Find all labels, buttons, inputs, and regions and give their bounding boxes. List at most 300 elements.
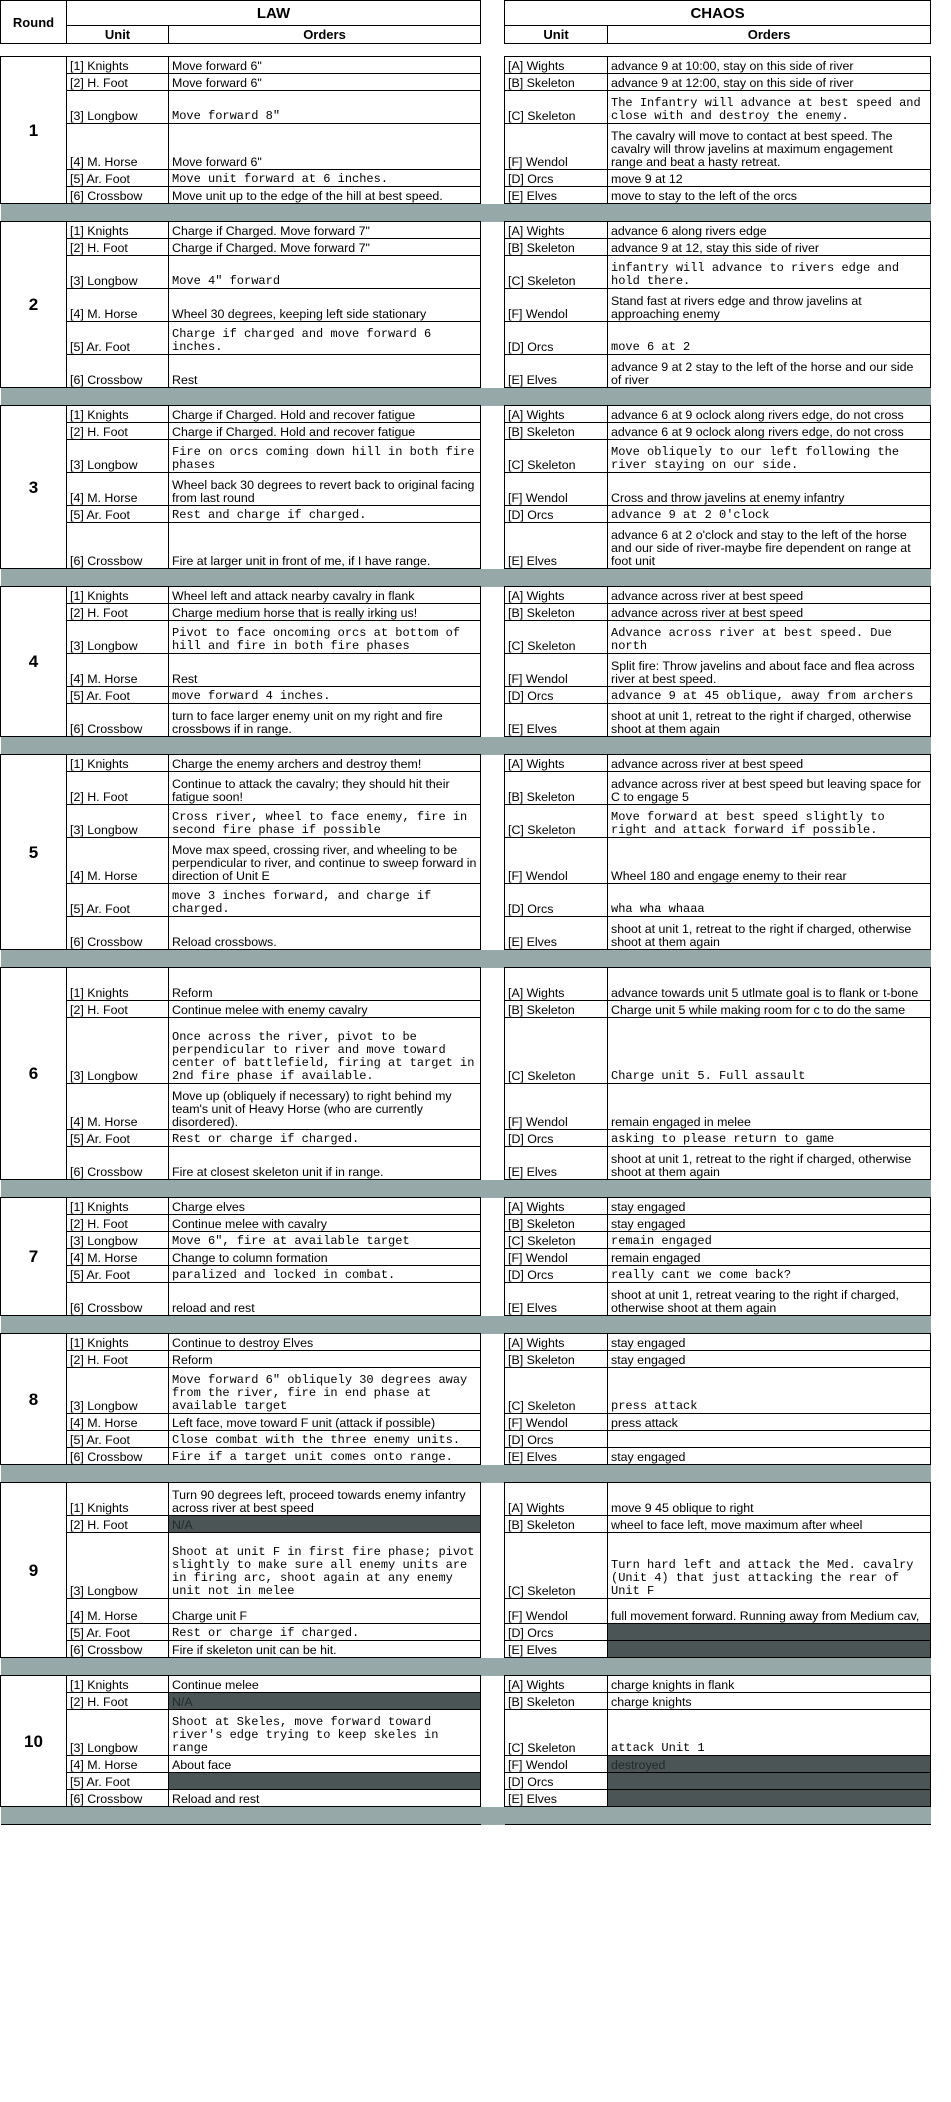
chaos-orders-cell[interactable]: The Infantry will advance at best speed and close with and destroy the enemy. [608, 91, 931, 124]
order-row [1, 1676, 931, 1693]
law-unit-cell[interactable]: [1] Knights [67, 1334, 169, 1351]
law-orders-cell[interactable]: reload and rest [169, 1283, 481, 1316]
chaos-unit-cell[interactable]: [F] Wendol [505, 1599, 608, 1624]
round-number[interactable]: 10 [1, 1676, 67, 1807]
law-unit-cell[interactable]: [6] Crossbow [67, 523, 169, 569]
column-gap [481, 654, 505, 687]
chaos-unit-cell[interactable]: [A] Wights [505, 587, 608, 604]
order-row [1, 57, 931, 74]
chaos-orders-cell[interactable]: Move forward at best speed slightly to right and attack forward if possible. [608, 805, 931, 838]
chaos-orders-cell[interactable]: advance across river at best speed [608, 755, 931, 772]
order-row [1, 74, 931, 91]
law-orders-cell[interactable]: Continue melee [169, 1676, 481, 1693]
column-gap [481, 1130, 505, 1147]
law-unit-cell[interactable]: [6] Crossbow [67, 355, 169, 388]
column-gap [481, 1334, 505, 1351]
chaos-unit-cell[interactable]: [B] Skeleton [505, 1215, 608, 1232]
law-orders-cell[interactable]: Fire if a target unit comes onto range. [169, 1448, 481, 1465]
law-orders-cell[interactable]: Cross river, wheel to face enemy, fire in second fire phase if possible [169, 805, 481, 838]
chaos-orders-cell[interactable]: stay engaged [608, 1351, 931, 1368]
chaos-orders-cell[interactable]: charge knights in flank [608, 1676, 931, 1693]
order-row [1, 621, 931, 654]
law-unit-cell[interactable]: [5] Ar. Foot [67, 170, 169, 187]
law-orders-cell[interactable]: Rest and charge if charged. [169, 506, 481, 523]
law-orders-cell[interactable] [169, 1773, 481, 1790]
law-orders-cell[interactable]: Wheel 30 degrees, keeping left side stationary [169, 289, 481, 322]
law-unit-cell[interactable]: [1] Knights [67, 406, 169, 423]
chaos-orders-cell[interactable]: advance across river at best speed but leaving space for C to engage 5 [608, 772, 931, 805]
law-unit-cell[interactable]: [3] Longbow [67, 1710, 169, 1756]
chaos-orders-cell[interactable]: advance across river at best speed [608, 587, 931, 604]
column-gap [481, 506, 505, 523]
law-unit-cell[interactable]: [2] H. Foot [67, 1215, 169, 1232]
chaos-orders-cell[interactable]: really cant we come back? [608, 1266, 931, 1283]
law-orders-cell[interactable]: Move unit up to the edge of the hill at best speed. [169, 187, 481, 204]
chaos-unit-cell[interactable]: [F] Wendol [505, 838, 608, 884]
chaos-orders-cell[interactable]: Wheel 180 and engage enemy to their rear [608, 838, 931, 884]
chaos-orders-cell[interactable]: advance 9 at 2 0'clock [608, 506, 931, 523]
law-unit-cell[interactable]: [3] Longbow [67, 1232, 169, 1249]
chaos-orders-cell[interactable]: destroyed [608, 1756, 931, 1773]
chaos-unit-cell[interactable]: [C] Skeleton [505, 1710, 608, 1756]
law-orders-cell[interactable]: Move forward 6" [169, 57, 481, 74]
law-unit-cell[interactable]: [5] Ar. Foot [67, 1624, 169, 1641]
chaos-unit-cell[interactable]: [C] Skeleton [505, 1533, 608, 1599]
column-gap [481, 1624, 505, 1641]
round-number[interactable]: 3 [1, 406, 67, 569]
chaos-orders-cell[interactable]: advance 6 along rivers edge [608, 222, 931, 239]
law-orders-cell[interactable]: Fire if skeleton unit can be hit. [169, 1641, 481, 1658]
law-orders-cell[interactable]: Continue to destroy Elves [169, 1334, 481, 1351]
chaos-orders-cell[interactable]: advance towards unit 5 utlmate goal is to flank or t-bone [608, 968, 931, 1001]
law-orders-cell[interactable]: Change to column formation [169, 1249, 481, 1266]
law-unit-cell[interactable]: [6] Crossbow [67, 187, 169, 204]
law-unit-cell[interactable]: [3] Longbow [67, 1533, 169, 1599]
header-spacer-row [1, 44, 931, 57]
chaos-unit-cell[interactable]: [D] Orcs [505, 1773, 608, 1790]
law-unit-cell[interactable]: [5] Ar. Foot [67, 322, 169, 355]
law-unit-cell[interactable]: [1] Knights [67, 1483, 169, 1516]
law-orders-cell[interactable]: Reform [169, 1351, 481, 1368]
chaos-unit-cell[interactable]: [E] Elves [505, 917, 608, 950]
round-number[interactable]: 9 [1, 1483, 67, 1658]
law-orders-cell[interactable]: Reform [169, 968, 481, 1001]
law-unit-cell[interactable]: [6] Crossbow [67, 1283, 169, 1316]
chaos-unit-cell[interactable]: [B] Skeleton [505, 74, 608, 91]
order-row [1, 805, 931, 838]
chaos-unit-cell[interactable]: [A] Wights [505, 755, 608, 772]
law-orders-header[interactable]: Orders [169, 26, 481, 44]
round-separator [1, 1465, 931, 1483]
law-unit-cell[interactable]: [2] H. Foot [67, 1351, 169, 1368]
chaos-unit-cell[interactable]: [C] Skeleton [505, 91, 608, 124]
law-orders-cell[interactable]: Reload and rest [169, 1790, 481, 1807]
law-orders-cell[interactable]: move forward 4 inches. [169, 687, 481, 704]
chaos-unit-cell[interactable]: [E] Elves [505, 1283, 608, 1316]
chaos-unit-cell[interactable]: [A] Wights [505, 1198, 608, 1215]
law-orders-cell[interactable]: Charge if Charged. Move forward 7" [169, 222, 481, 239]
column-gap [481, 1676, 505, 1693]
chaos-unit-cell[interactable]: [B] Skeleton [505, 1693, 608, 1710]
law-orders-cell[interactable]: Charge elves [169, 1198, 481, 1215]
chaos-orders-cell[interactable] [608, 1431, 931, 1448]
law-unit-cell[interactable]: [2] H. Foot [67, 604, 169, 621]
chaos-unit-cell[interactable]: [B] Skeleton [505, 423, 608, 440]
column-gap [481, 1641, 505, 1658]
chaos-unit-cell[interactable]: [C] Skeleton [505, 256, 608, 289]
law-header[interactable]: LAW [67, 1, 481, 26]
chaos-unit-cell[interactable]: [C] Skeleton [505, 621, 608, 654]
order-row [1, 654, 931, 687]
law-unit-cell[interactable]: [5] Ar. Foot [67, 1773, 169, 1790]
round-number[interactable]: 4 [1, 587, 67, 737]
chaos-unit-cell[interactable]: [F] Wendol [505, 473, 608, 506]
chaos-unit-cell[interactable]: [F] Wendol [505, 1084, 608, 1130]
chaos-orders-cell[interactable]: advance 6 at 9 oclock along rivers edge, do not cross [608, 423, 931, 440]
law-unit-cell[interactable]: [4] M. Horse [67, 1599, 169, 1624]
chaos-unit-cell[interactable]: [B] Skeleton [505, 772, 608, 805]
order-row [1, 506, 931, 523]
chaos-unit-cell[interactable]: [D] Orcs [505, 506, 608, 523]
law-unit-cell[interactable]: [1] Knights [67, 587, 169, 604]
law-orders-cell[interactable]: Close combat with the three enemy units. [169, 1431, 481, 1448]
chaos-unit-cell[interactable]: [E] Elves [505, 1790, 608, 1807]
law-orders-cell[interactable]: Move max speed, crossing river, and wheeling to be perpendicular to river, and continue to sweep forward in direction of Unit E [169, 838, 481, 884]
law-orders-cell[interactable]: N/A [169, 1516, 481, 1533]
chaos-unit-cell[interactable]: [F] Wendol [505, 654, 608, 687]
chaos-orders-cell[interactable]: advance 9 at 2 stay to the left of the horse and our side of river [608, 355, 931, 388]
chaos-unit-header[interactable]: Unit [505, 26, 608, 44]
column-gap [481, 587, 505, 604]
order-row [1, 587, 931, 604]
law-unit-cell[interactable]: [1] Knights [67, 1198, 169, 1215]
law-orders-cell[interactable]: Rest or charge if charged. [169, 1130, 481, 1147]
law-orders-cell[interactable]: Charge if charged and move forward 6 inches. [169, 322, 481, 355]
law-orders-cell[interactable]: Continue to attack the cavalry; they should hit their fatigue soon! [169, 772, 481, 805]
law-orders-cell[interactable]: Charge if Charged. Move forward 7" [169, 239, 481, 256]
round-number[interactable]: 1 [1, 57, 67, 204]
chaos-unit-cell[interactable]: [C] Skeleton [505, 1232, 608, 1249]
law-unit-cell[interactable]: [4] M. Horse [67, 1249, 169, 1266]
law-unit-cell[interactable]: [5] Ar. Foot [67, 1266, 169, 1283]
chaos-unit-cell[interactable]: [B] Skeleton [505, 604, 608, 621]
law-unit-cell[interactable]: [1] Knights [67, 57, 169, 74]
chaos-unit-cell[interactable]: [E] Elves [505, 1641, 608, 1658]
chaos-unit-cell[interactable]: [F] Wendol [505, 1756, 608, 1773]
law-unit-cell[interactable]: [6] Crossbow [67, 917, 169, 950]
law-orders-cell[interactable]: Fire on orcs coming down hill in both fire phases [169, 440, 481, 473]
chaos-unit-cell[interactable]: [D] Orcs [505, 884, 608, 917]
chaos-orders-cell[interactable]: shoot at unit 1, retreat to the right if charged, otherwise shoot at them again [608, 1147, 931, 1180]
chaos-orders-cell[interactable]: stay engaged [608, 1215, 931, 1232]
law-orders-cell[interactable]: Wheel back 30 degrees to revert back to original facing from last round [169, 473, 481, 506]
law-unit-cell[interactable]: [5] Ar. Foot [67, 506, 169, 523]
round-number[interactable]: 2 [1, 222, 67, 388]
law-unit-cell[interactable]: [6] Crossbow [67, 704, 169, 737]
law-orders-cell[interactable]: Charge unit F [169, 1599, 481, 1624]
chaos-unit-cell[interactable]: [F] Wendol [505, 289, 608, 322]
law-unit-cell[interactable]: [1] Knights [67, 755, 169, 772]
order-row [1, 1147, 931, 1180]
law-orders-cell[interactable]: Move up (obliquely if necessary) to right behind my team's unit of Heavy Horse (who are currently disordered). [169, 1084, 481, 1130]
law-unit-cell[interactable]: [6] Crossbow [67, 1641, 169, 1658]
law-unit-cell[interactable]: [3] Longbow [67, 1368, 169, 1414]
law-orders-cell[interactable]: Rest [169, 654, 481, 687]
law-orders-cell[interactable]: Shoot at unit F in first fire phase; pivot slightly to make sure all enemy units are in firing arc, shoot again at any enemy unit not in melee [169, 1533, 481, 1599]
law-unit-cell[interactable]: [3] Longbow [67, 91, 169, 124]
column-gap [481, 1693, 505, 1710]
chaos-unit-cell[interactable]: [E] Elves [505, 355, 608, 388]
chaos-unit-cell[interactable]: [A] Wights [505, 968, 608, 1001]
chaos-orders-cell[interactable]: press attack [608, 1414, 931, 1431]
chaos-orders-cell[interactable]: wheel to face left, move maximum after wheel [608, 1516, 931, 1533]
chaos-unit-cell[interactable]: [D] Orcs [505, 687, 608, 704]
law-orders-cell[interactable]: Rest or charge if charged. [169, 1624, 481, 1641]
law-orders-cell[interactable]: Move unit forward at 6 inches. [169, 170, 481, 187]
column-gap [481, 289, 505, 322]
chaos-orders-cell[interactable]: move to stay to the left of the orcs [608, 187, 931, 204]
law-orders-cell[interactable]: Move forward 6" obliquely 30 degrees away from the river, fire in end phase at available target [169, 1368, 481, 1414]
law-unit-cell[interactable]: [1] Knights [67, 1676, 169, 1693]
law-unit-cell[interactable]: [3] Longbow [67, 440, 169, 473]
chaos-orders-cell[interactable]: Stand fast at rivers edge and throw javelins at approaching enemy [608, 289, 931, 322]
law-orders-cell[interactable]: Once across the river, pivot to be perpendicular to river and move toward center of battlefield, firing at target in 2nd fire phase if available. [169, 1018, 481, 1084]
chaos-orders-cell[interactable]: Turn hard left and attack the Med. cavalry (Unit 4) that just attacking the rear of Unit F [608, 1533, 931, 1599]
chaos-unit-cell[interactable]: [A] Wights [505, 1483, 608, 1516]
law-orders-cell[interactable]: Charge if Charged. Hold and recover fatigue [169, 406, 481, 423]
law-orders-cell[interactable]: Turn 90 degrees left, proceed towards enemy infantry across river at best speed [169, 1483, 481, 1516]
chaos-orders-cell[interactable]: infantry will advance to rivers edge and hold there. [608, 256, 931, 289]
law-orders-cell[interactable]: Continue melee with enemy cavalry [169, 1001, 481, 1018]
chaos-orders-cell[interactable]: Split fire: Throw javelins and about face and flea across river at best speed. [608, 654, 931, 687]
round-column-header[interactable]: Round [1, 1, 67, 44]
chaos-orders-cell[interactable]: shoot at unit 1, retreat to the right if charged, otherwise shoot at them again [608, 917, 931, 950]
law-unit-cell[interactable]: [1] Knights [67, 222, 169, 239]
column-gap [481, 1001, 505, 1018]
law-unit-header[interactable]: Unit [67, 26, 169, 44]
order-row [1, 473, 931, 506]
law-orders-cell[interactable]: About face [169, 1756, 481, 1773]
law-orders-cell[interactable]: Fire at larger unit in front of me, if I have range. [169, 523, 481, 569]
chaos-orders-cell[interactable]: remain engaged [608, 1232, 931, 1249]
chaos-orders-cell[interactable]: move 9 at 12 [608, 170, 931, 187]
law-orders-cell[interactable]: Pivot to face oncoming orcs at bottom of hill and fire in both fire phases [169, 621, 481, 654]
law-unit-cell[interactable]: [4] M. Horse [67, 1414, 169, 1431]
column-gap [481, 473, 505, 506]
chaos-orders-cell[interactable]: The cavalry will move to contact at best speed. The cavalry will throw javelins at maximum engagement range and beat a hasty retreat. [608, 124, 931, 170]
law-unit-cell[interactable]: [4] M. Horse [67, 289, 169, 322]
chaos-orders-cell[interactable] [608, 1624, 931, 1641]
law-unit-cell[interactable]: [3] Longbow [67, 621, 169, 654]
chaos-orders-cell[interactable]: advance 9 at 12, stay this side of river [608, 239, 931, 256]
law-unit-cell[interactable]: [5] Ar. Foot [67, 1130, 169, 1147]
chaos-orders-cell[interactable]: move 9 45 oblique to right [608, 1483, 931, 1516]
law-unit-cell[interactable]: [2] H. Foot [67, 772, 169, 805]
law-orders-cell[interactable]: N/A [169, 1693, 481, 1710]
order-row [1, 289, 931, 322]
law-orders-cell[interactable]: Charge the enemy archers and destroy them! [169, 755, 481, 772]
law-unit-cell[interactable]: [2] H. Foot [67, 423, 169, 440]
column-gap [481, 1018, 505, 1084]
law-orders-cell[interactable]: Wheel left and attack nearby cavalry in flank [169, 587, 481, 604]
law-unit-cell[interactable]: [2] H. Foot [67, 1693, 169, 1710]
chaos-unit-cell[interactable]: [D] Orcs [505, 322, 608, 355]
chaos-unit-cell[interactable]: [E] Elves [505, 704, 608, 737]
chaos-unit-cell[interactable]: [D] Orcs [505, 1431, 608, 1448]
law-orders-cell[interactable]: Left face, move toward F unit (attack if possible) [169, 1414, 481, 1431]
law-orders-cell[interactable]: Reload crossbows. [169, 917, 481, 950]
chaos-orders-cell[interactable]: advance across river at best speed [608, 604, 931, 621]
law-orders-cell[interactable]: move 3 inches forward, and charge if charged. [169, 884, 481, 917]
column-gap [481, 1516, 505, 1533]
chaos-orders-header[interactable]: Orders [608, 26, 931, 44]
chaos-unit-cell[interactable]: [B] Skeleton [505, 239, 608, 256]
chaos-unit-cell[interactable]: [F] Wendol [505, 1414, 608, 1431]
chaos-unit-cell[interactable]: [E] Elves [505, 187, 608, 204]
chaos-orders-cell[interactable]: charge knights [608, 1693, 931, 1710]
law-unit-cell[interactable]: [5] Ar. Foot [67, 687, 169, 704]
chaos-orders-cell[interactable]: press attack [608, 1368, 931, 1414]
law-unit-cell[interactable]: [4] M. Horse [67, 124, 169, 170]
order-row [1, 884, 931, 917]
law-orders-cell[interactable]: Charge medium horse that is really irking us! [169, 604, 481, 621]
chaos-orders-cell[interactable]: attack Unit 1 [608, 1710, 931, 1756]
law-orders-cell[interactable]: Move 6", fire at available target [169, 1232, 481, 1249]
chaos-orders-cell[interactable]: stay engaged [608, 1448, 931, 1465]
law-unit-cell[interactable]: [5] Ar. Foot [67, 1431, 169, 1448]
round-number[interactable]: 6 [1, 968, 67, 1180]
chaos-unit-cell[interactable]: [C] Skeleton [505, 1368, 608, 1414]
law-unit-cell[interactable]: [6] Crossbow [67, 1790, 169, 1807]
law-unit-cell[interactable]: [3] Longbow [67, 1018, 169, 1084]
chaos-unit-cell[interactable]: [D] Orcs [505, 1624, 608, 1641]
law-orders-cell[interactable]: Move 4" forward [169, 256, 481, 289]
law-unit-cell[interactable]: [4] M. Horse [67, 1084, 169, 1130]
law-unit-cell[interactable]: [6] Crossbow [67, 1147, 169, 1180]
chaos-orders-cell[interactable]: advance 6 at 9 oclock along rivers edge, do not cross [608, 406, 931, 423]
chaos-header[interactable]: CHAOS [505, 1, 931, 26]
law-unit-cell[interactable]: [2] H. Foot [67, 1516, 169, 1533]
chaos-unit-cell[interactable]: [A] Wights [505, 1334, 608, 1351]
order-row [1, 1001, 931, 1018]
chaos-unit-cell[interactable]: [D] Orcs [505, 170, 608, 187]
chaos-unit-cell[interactable]: [D] Orcs [505, 1130, 608, 1147]
law-unit-cell[interactable]: [2] H. Foot [67, 74, 169, 91]
round-number[interactable]: 8 [1, 1334, 67, 1465]
law-unit-cell[interactable]: [5] Ar. Foot [67, 884, 169, 917]
chaos-orders-cell[interactable]: Advance across river at best speed. Due north [608, 621, 931, 654]
law-unit-cell[interactable]: [4] M. Horse [67, 1756, 169, 1773]
order-row [1, 755, 931, 772]
law-orders-cell[interactable]: Move forward 6" [169, 124, 481, 170]
chaos-unit-cell[interactable]: [A] Wights [505, 222, 608, 239]
round-number[interactable]: 5 [1, 755, 67, 950]
chaos-orders-cell[interactable]: advance 6 at 2 o'clock and stay to the left of the horse and our side of river-maybe fire dependent on range at foot unit [608, 523, 931, 569]
chaos-unit-cell[interactable]: [E] Elves [505, 523, 608, 569]
chaos-orders-cell[interactable]: stay engaged [608, 1334, 931, 1351]
chaos-unit-cell[interactable]: [B] Skeleton [505, 1516, 608, 1533]
law-unit-cell[interactable]: [6] Crossbow [67, 1448, 169, 1465]
chaos-unit-cell[interactable]: [F] Wendol [505, 1249, 608, 1266]
law-unit-cell[interactable]: [3] Longbow [67, 805, 169, 838]
column-gap [481, 170, 505, 187]
chaos-orders-cell[interactable]: Charge unit 5. Full assault [608, 1018, 931, 1084]
column-gap [481, 805, 505, 838]
column-gap [481, 57, 505, 74]
chaos-unit-cell[interactable]: [B] Skeleton [505, 1351, 608, 1368]
chaos-unit-cell[interactable]: [C] Skeleton [505, 805, 608, 838]
law-orders-cell[interactable]: turn to face larger enemy unit on my right and fire crossbows if in range. [169, 704, 481, 737]
order-row [1, 968, 931, 1001]
order-row [1, 772, 931, 805]
law-orders-cell[interactable]: paralized and locked in combat. [169, 1266, 481, 1283]
chaos-orders-cell[interactable]: Move obliquely to our left following the river staying on our side. [608, 440, 931, 473]
chaos-orders-cell[interactable]: shoot at unit 1, retreat to the right if charged, otherwise shoot at them again [608, 704, 931, 737]
law-orders-cell[interactable]: Move forward 8" [169, 91, 481, 124]
chaos-orders-cell[interactable]: advance 9 at 10:00, stay on this side of river [608, 57, 931, 74]
round-separator [1, 1180, 931, 1198]
chaos-orders-cell[interactable]: advance 9 at 12:00, stay on this side of river [608, 74, 931, 91]
law-unit-cell[interactable]: [4] M. Horse [67, 654, 169, 687]
chaos-unit-cell[interactable]: [D] Orcs [505, 1266, 608, 1283]
chaos-unit-cell[interactable]: [B] Skeleton [505, 1001, 608, 1018]
law-unit-cell[interactable]: [2] H. Foot [67, 239, 169, 256]
chaos-orders-cell[interactable]: remain engaged [608, 1249, 931, 1266]
chaos-orders-cell[interactable]: Charge unit 5 while making room for c to do the same [608, 1001, 931, 1018]
chaos-unit-cell[interactable]: [E] Elves [505, 1448, 608, 1465]
law-unit-cell[interactable]: [4] M. Horse [67, 838, 169, 884]
law-orders-cell[interactable]: Continue melee with cavalry [169, 1215, 481, 1232]
law-unit-cell[interactable]: [4] M. Horse [67, 473, 169, 506]
chaos-unit-cell[interactable]: [A] Wights [505, 57, 608, 74]
chaos-orders-cell[interactable]: stay engaged [608, 1198, 931, 1215]
chaos-unit-cell[interactable]: [F] Wendol [505, 124, 608, 170]
chaos-orders-cell[interactable]: full movement forward. Running away from Medium cav, [608, 1599, 931, 1624]
law-orders-cell[interactable]: Fire at closest skeleton unit if in range. [169, 1147, 481, 1180]
chaos-orders-cell[interactable]: advance 9 at 45 oblique, away from archers [608, 687, 931, 704]
chaos-unit-cell[interactable]: [A] Wights [505, 1676, 608, 1693]
chaos-orders-cell[interactable]: remain engaged in melee [608, 1084, 931, 1130]
column-gap [481, 1351, 505, 1368]
order-row [1, 1018, 931, 1084]
round-number[interactable]: 7 [1, 1198, 67, 1316]
law-orders-cell[interactable]: Charge if Charged. Hold and recover fatigue [169, 423, 481, 440]
chaos-unit-cell[interactable]: [E] Elves [505, 1147, 608, 1180]
chaos-orders-cell[interactable]: shoot at unit 1, retreat vearing to the right if charged, otherwise shoot at them again [608, 1283, 931, 1316]
chaos-unit-cell[interactable]: [A] Wights [505, 406, 608, 423]
chaos-orders-cell[interactable] [608, 1773, 931, 1790]
chaos-unit-cell[interactable]: [C] Skeleton [505, 440, 608, 473]
column-gap [481, 440, 505, 473]
chaos-orders-cell[interactable] [608, 1790, 931, 1807]
round-separator [1, 1807, 931, 1825]
law-unit-cell[interactable]: [1] Knights [67, 968, 169, 1001]
law-unit-cell[interactable]: [2] H. Foot [67, 1001, 169, 1018]
chaos-orders-cell[interactable]: move 6 at 2 [608, 322, 931, 355]
order-row [1, 1448, 931, 1465]
law-unit-cell[interactable]: [3] Longbow [67, 256, 169, 289]
chaos-orders-cell[interactable]: wha wha whaaa [608, 884, 931, 917]
column-gap [481, 1431, 505, 1448]
law-orders-cell[interactable]: Shoot at Skeles, move forward toward river's edge trying to keep skeles in range [169, 1710, 481, 1756]
law-orders-cell[interactable]: Move forward 6" [169, 74, 481, 91]
chaos-orders-cell[interactable]: Cross and throw javelins at enemy infantry [608, 473, 931, 506]
column-gap [481, 124, 505, 170]
law-orders-cell[interactable]: Rest [169, 355, 481, 388]
chaos-unit-cell[interactable]: [C] Skeleton [505, 1018, 608, 1084]
chaos-orders-cell[interactable]: asking to please return to game [608, 1130, 931, 1147]
chaos-orders-cell[interactable] [608, 1641, 931, 1658]
